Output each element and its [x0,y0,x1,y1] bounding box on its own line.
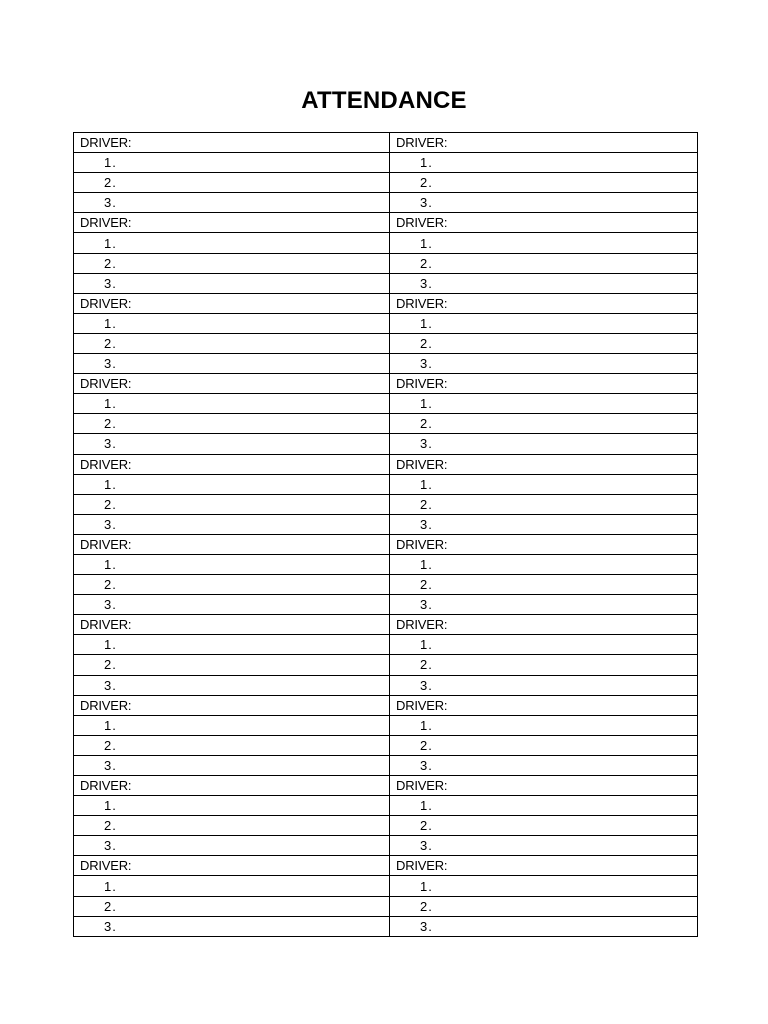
passenger-cell-right[interactable] [390,253,698,273]
driver-label: DRIVER: [80,697,132,713]
passenger-number: 2. [420,335,433,351]
passenger-number: 2. [104,175,117,191]
passenger-cell-left[interactable] [74,735,390,755]
driver-label: DRIVER: [80,858,132,874]
passenger-number: 1. [420,235,433,251]
driver-cell-left[interactable] [74,213,390,233]
driver-cell-left[interactable] [74,695,390,715]
driver-row [74,133,698,153]
passenger-number: 2. [104,898,117,914]
driver-label: DRIVER: [80,135,132,151]
passenger-number: 2. [420,818,433,834]
driver-cell-right[interactable] [390,374,698,394]
passenger-row [74,514,698,534]
passenger-row [74,253,698,273]
driver-row [74,695,698,715]
driver-cell-left[interactable] [74,856,390,876]
passenger-number: 3. [420,436,433,452]
passenger-row [74,595,698,615]
passenger-cell-right[interactable] [390,554,698,574]
driver-label: DRIVER: [396,215,448,231]
passenger-number: 1. [420,155,433,171]
passenger-cell-left[interactable] [74,655,390,675]
passenger-number: 2. [104,737,117,753]
passenger-number: 1. [104,717,117,733]
driver-cell-right[interactable] [390,695,698,715]
passenger-number: 1. [420,476,433,492]
passenger-number: 2. [104,818,117,834]
passenger-row [74,173,698,193]
passenger-row [74,735,698,755]
passenger-number: 3. [104,516,117,532]
attendance-table [73,132,698,937]
passenger-cell-right[interactable] [390,193,698,213]
passenger-number: 3. [420,275,433,291]
passenger-row [74,575,698,595]
passenger-number: 3. [104,757,117,773]
passenger-cell-right[interactable] [390,273,698,293]
passenger-cell-left[interactable] [74,193,390,213]
passenger-number: 2. [420,577,433,593]
passenger-cell-right[interactable] [390,916,698,936]
passenger-cell-left[interactable] [74,354,390,374]
passenger-cell-left[interactable] [74,474,390,494]
passenger-row [74,233,698,253]
passenger-cell-left[interactable] [74,675,390,695]
passenger-cell-right[interactable] [390,354,698,374]
passenger-number: 2. [104,335,117,351]
passenger-number: 3. [420,516,433,532]
passenger-row [74,655,698,675]
passenger-cell-right[interactable] [390,755,698,775]
passenger-cell-right[interactable] [390,514,698,534]
passenger-cell-right[interactable] [390,675,698,695]
passenger-number: 3. [420,838,433,854]
passenger-cell-left[interactable] [74,313,390,333]
passenger-cell-left[interactable] [74,635,390,655]
passenger-number: 2. [420,255,433,271]
passenger-cell-left[interactable] [74,514,390,534]
passenger-number: 3. [104,838,117,854]
passenger-row [74,755,698,775]
passenger-number: 1. [420,396,433,412]
passenger-cell-left[interactable] [74,916,390,936]
driver-cell-left[interactable] [74,776,390,796]
driver-cell-left[interactable] [74,133,390,153]
passenger-cell-left[interactable] [74,153,390,173]
driver-row [74,534,698,554]
passenger-cell-right[interactable] [390,635,698,655]
passenger-cell-left[interactable] [74,253,390,273]
passenger-number: 2. [420,496,433,512]
driver-cell-right[interactable] [390,133,698,153]
passenger-cell-left[interactable] [74,494,390,514]
passenger-number: 1. [420,717,433,733]
passenger-cell-right[interactable] [390,233,698,253]
passenger-row [74,414,698,434]
passenger-cell-left[interactable] [74,554,390,574]
driver-label: DRIVER: [396,536,448,552]
passenger-cell-right[interactable] [390,313,698,333]
passenger-number: 2. [420,737,433,753]
passenger-cell-left[interactable] [74,876,390,896]
driver-cell-right[interactable] [390,856,698,876]
passenger-number: 1. [420,315,433,331]
passenger-row [74,675,698,695]
passenger-number: 3. [104,597,117,613]
passenger-cell-right[interactable] [390,655,698,675]
driver-label: DRIVER: [80,536,132,552]
page-title: ATTENDANCE [301,87,467,114]
passenger-cell-left[interactable] [74,836,390,856]
passenger-row [74,354,698,374]
driver-label: DRIVER: [396,376,448,392]
passenger-number: 3. [104,195,117,211]
passenger-number: 1. [420,798,433,814]
passenger-number: 3. [104,356,117,372]
driver-cell-right[interactable] [390,534,698,554]
passenger-number: 2. [104,657,117,673]
passenger-cell-left[interactable] [74,173,390,193]
driver-cell-right[interactable] [390,615,698,635]
driver-cell-right[interactable] [390,454,698,474]
passenger-number: 3. [104,677,117,693]
driver-cell-left[interactable] [74,615,390,635]
passenger-cell-left[interactable] [74,816,390,836]
passenger-cell-left[interactable] [74,715,390,735]
passenger-number: 2. [104,255,117,271]
driver-label: DRIVER: [396,295,448,311]
passenger-cell-right[interactable] [390,575,698,595]
passenger-cell-left[interactable] [74,755,390,775]
driver-label: DRIVER: [396,617,448,633]
passenger-number: 1. [420,878,433,894]
passenger-number: 3. [420,918,433,934]
passenger-cell-left[interactable] [74,414,390,434]
driver-label: DRIVER: [80,778,132,794]
passenger-row [74,916,698,936]
passenger-row [74,876,698,896]
passenger-row [74,333,698,353]
driver-row [74,776,698,796]
driver-row [74,856,698,876]
passenger-cell-right[interactable] [390,414,698,434]
passenger-cell-left[interactable] [74,273,390,293]
passenger-cell-right[interactable] [390,494,698,514]
passenger-number: 1. [104,476,117,492]
passenger-cell-left[interactable] [74,575,390,595]
driver-cell-left[interactable] [74,293,390,313]
passenger-row [74,816,698,836]
driver-cell-right[interactable] [390,776,698,796]
passenger-cell-left[interactable] [74,434,390,454]
passenger-cell-left[interactable] [74,796,390,816]
passenger-number: 1. [104,315,117,331]
passenger-row [74,796,698,816]
passenger-number: 1. [104,557,117,573]
passenger-number: 1. [104,396,117,412]
driver-label: DRIVER: [80,295,132,311]
passenger-row [74,836,698,856]
passenger-cell-right[interactable] [390,816,698,836]
passenger-cell-left[interactable] [74,233,390,253]
passenger-row [74,715,698,735]
passenger-number: 3. [104,275,117,291]
driver-row [74,615,698,635]
passenger-number: 1. [104,235,117,251]
passenger-row [74,494,698,514]
passenger-cell-right[interactable] [390,735,698,755]
driver-label: DRIVER: [80,456,132,472]
passenger-cell-right[interactable] [390,153,698,173]
passenger-cell-right[interactable] [390,896,698,916]
passenger-row [74,313,698,333]
passenger-cell-right[interactable] [390,173,698,193]
passenger-number: 1. [104,155,117,171]
driver-label: DRIVER: [396,778,448,794]
passenger-cell-right[interactable] [390,796,698,816]
passenger-number: 3. [104,436,117,452]
passenger-number: 3. [420,356,433,372]
passenger-row [74,474,698,494]
driver-label: DRIVER: [396,456,448,472]
driver-label: DRIVER: [80,376,132,392]
passenger-cell-right[interactable] [390,394,698,414]
passenger-row [74,554,698,574]
passenger-row [74,193,698,213]
passenger-number: 2. [420,416,433,432]
passenger-cell-right[interactable] [390,876,698,896]
driver-row [74,454,698,474]
passenger-number: 2. [104,416,117,432]
passenger-number: 3. [104,918,117,934]
driver-label: DRIVER: [396,135,448,151]
driver-row [74,374,698,394]
driver-cell-left[interactable] [74,374,390,394]
passenger-number: 1. [420,637,433,653]
driver-cell-right[interactable] [390,293,698,313]
passenger-row [74,394,698,414]
passenger-number: 1. [420,557,433,573]
attendance-table-body [74,133,698,937]
passenger-number: 1. [104,878,117,894]
passenger-cell-left[interactable] [74,595,390,615]
driver-cell-left[interactable] [74,454,390,474]
driver-label: DRIVER: [80,215,132,231]
driver-row [74,293,698,313]
driver-cell-right[interactable] [390,213,698,233]
passenger-cell-right[interactable] [390,474,698,494]
driver-label: DRIVER: [80,617,132,633]
passenger-number: 2. [104,496,117,512]
driver-label: DRIVER: [396,697,448,713]
passenger-cell-left[interactable] [74,896,390,916]
passenger-row [74,434,698,454]
passenger-number: 2. [420,657,433,673]
passenger-number: 2. [420,898,433,914]
passenger-number: 3. [420,757,433,773]
passenger-row [74,153,698,173]
passenger-row [74,635,698,655]
passenger-cell-left[interactable] [74,333,390,353]
passenger-cell-right[interactable] [390,333,698,353]
passenger-number: 2. [420,175,433,191]
passenger-number: 1. [104,798,117,814]
passenger-cell-right[interactable] [390,434,698,454]
passenger-number: 1. [104,637,117,653]
driver-label: DRIVER: [396,858,448,874]
passenger-cell-left[interactable] [74,394,390,414]
driver-row [74,213,698,233]
driver-cell-left[interactable] [74,534,390,554]
passenger-cell-right[interactable] [390,715,698,735]
passenger-number: 3. [420,195,433,211]
passenger-row [74,896,698,916]
passenger-cell-right[interactable] [390,836,698,856]
passenger-number: 3. [420,597,433,613]
passenger-cell-right[interactable] [390,595,698,615]
passenger-row [74,273,698,293]
passenger-number: 3. [420,677,433,693]
passenger-number: 2. [104,577,117,593]
